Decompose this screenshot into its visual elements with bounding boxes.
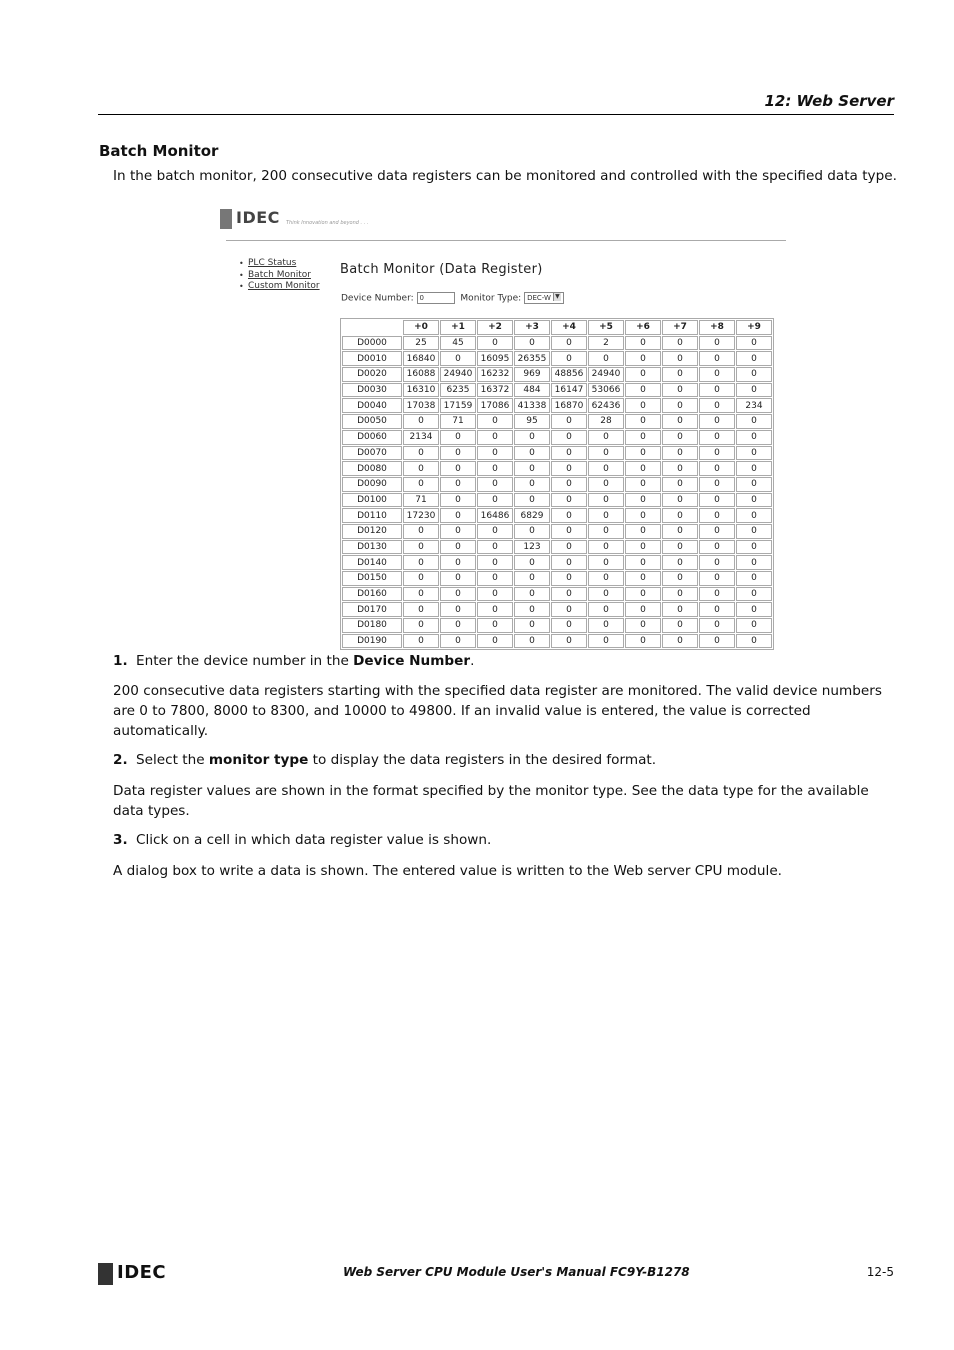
register-value-cell[interactable]: 0 xyxy=(551,540,587,555)
register-value-cell[interactable]: 0 xyxy=(403,555,439,570)
register-value-cell[interactable]: 0 xyxy=(403,461,439,476)
register-value-cell[interactable]: 41338 xyxy=(514,398,550,413)
register-label: D0130 xyxy=(342,540,402,555)
register-label: D0150 xyxy=(342,571,402,586)
register-value-cell[interactable]: 0 xyxy=(403,524,439,539)
register-value-cell[interactable]: 0 xyxy=(736,367,772,382)
register-value-cell[interactable]: 0 xyxy=(699,571,735,586)
register-value-cell[interactable]: 25 xyxy=(403,336,439,351)
register-value-cell[interactable]: 0 xyxy=(551,414,587,429)
monitor-type-value: DEC-W xyxy=(527,294,551,302)
page-number: 12-5 xyxy=(866,1265,894,1279)
register-value-cell[interactable]: 0 xyxy=(588,571,624,586)
register-value-cell[interactable]: 0 xyxy=(588,618,624,633)
register-value-cell[interactable]: 0 xyxy=(625,634,661,649)
register-value-cell[interactable]: 0 xyxy=(477,430,513,445)
register-value-cell[interactable]: 0 xyxy=(699,383,735,398)
register-value-cell[interactable]: 45 xyxy=(440,336,476,351)
register-value-cell[interactable]: 0 xyxy=(699,618,735,633)
step-2: 2. Select the monitor type to display the data registers in the desired format. xyxy=(113,752,657,768)
table-corner xyxy=(342,320,402,335)
register-value-cell[interactable]: 16486 xyxy=(477,508,513,523)
register-value-cell[interactable]: 0 xyxy=(662,618,698,633)
register-value-cell[interactable]: 123 xyxy=(514,540,550,555)
register-label: D0190 xyxy=(342,634,402,649)
register-value-cell[interactable]: 0 xyxy=(403,477,439,492)
nav-item-plc-status[interactable]: • PLC Status xyxy=(238,258,320,270)
register-value-cell[interactable]: 0 xyxy=(699,336,735,351)
register-value-cell[interactable]: 0 xyxy=(403,634,439,649)
register-label: D0020 xyxy=(342,367,402,382)
register-value-cell[interactable]: 24940 xyxy=(588,367,624,382)
register-value-cell[interactable]: 0 xyxy=(440,477,476,492)
register-value-cell[interactable]: 16147 xyxy=(551,383,587,398)
register-value-cell[interactable]: 0 xyxy=(736,508,772,523)
table-row xyxy=(342,461,772,476)
register-label: D0030 xyxy=(342,383,402,398)
register-value-cell[interactable]: 0 xyxy=(625,493,661,508)
register-value-cell[interactable]: 0 xyxy=(625,571,661,586)
register-value-cell[interactable]: 0 xyxy=(625,430,661,445)
register-value-cell[interactable]: 17230 xyxy=(403,508,439,523)
register-value-cell[interactable]: 0 xyxy=(514,634,550,649)
table-row xyxy=(342,446,772,461)
register-value-cell[interactable]: 0 xyxy=(662,414,698,429)
register-value-cell[interactable]: 0 xyxy=(625,351,661,366)
register-value-cell[interactable]: 0 xyxy=(662,634,698,649)
register-value-cell[interactable]: 0 xyxy=(440,446,476,461)
register-value-cell[interactable]: 0 xyxy=(551,336,587,351)
register-value-cell[interactable]: 0 xyxy=(736,493,772,508)
column-header: +9 xyxy=(736,320,772,335)
register-value-cell[interactable]: 0 xyxy=(551,587,587,602)
table-row xyxy=(342,634,772,649)
register-value-cell[interactable]: 0 xyxy=(403,540,439,555)
register-value-cell[interactable]: 0 xyxy=(736,587,772,602)
register-value-cell[interactable]: 0 xyxy=(477,587,513,602)
monitor-type-label: Monitor Type: xyxy=(460,293,522,304)
register-value-cell[interactable]: 2 xyxy=(588,336,624,351)
register-value-cell[interactable]: 0 xyxy=(514,461,550,476)
register-value-cell[interactable]: 0 xyxy=(514,555,550,570)
register-value-cell[interactable]: 0 xyxy=(440,351,476,366)
register-value-cell[interactable]: 0 xyxy=(662,446,698,461)
register-label: D0100 xyxy=(342,493,402,508)
step-3: 3. Click on a cell in which data register value is shown. xyxy=(113,832,492,848)
monitor-type-select[interactable] xyxy=(524,292,564,304)
register-value-cell[interactable]: 6829 xyxy=(514,508,550,523)
register-value-cell[interactable]: 0 xyxy=(736,634,772,649)
register-label: D0080 xyxy=(342,461,402,476)
register-value-cell[interactable]: 0 xyxy=(588,508,624,523)
register-value-cell[interactable]: 17159 xyxy=(440,398,476,413)
table-row xyxy=(342,383,772,398)
register-value-cell[interactable]: 48856 xyxy=(551,367,587,382)
register-value-cell[interactable]: 234 xyxy=(736,398,772,413)
register-value-cell[interactable]: 0 xyxy=(625,367,661,382)
column-header: +8 xyxy=(699,320,735,335)
register-value-cell[interactable]: 0 xyxy=(514,618,550,633)
register-value-cell[interactable]: 0 xyxy=(514,587,550,602)
register-value-cell[interactable]: 0 xyxy=(699,461,735,476)
column-header: +0 xyxy=(403,320,439,335)
register-value-cell[interactable]: 0 xyxy=(662,602,698,617)
column-header: +2 xyxy=(477,320,513,335)
register-value-cell[interactable]: 0 xyxy=(403,414,439,429)
column-header: +5 xyxy=(588,320,624,335)
device-number-input[interactable]: 0 xyxy=(417,292,455,304)
register-value-cell[interactable]: 0 xyxy=(551,430,587,445)
register-value-cell[interactable]: 0 xyxy=(699,508,735,523)
register-value-cell[interactable]: 0 xyxy=(625,414,661,429)
register-label: D0180 xyxy=(342,618,402,633)
table-row xyxy=(342,540,772,555)
register-value-cell[interactable]: 0 xyxy=(662,524,698,539)
logo-tagline: Think Innovation and beyond . . . xyxy=(286,220,369,226)
register-value-cell[interactable]: 0 xyxy=(662,398,698,413)
register-value-cell[interactable]: 0 xyxy=(514,430,550,445)
register-value-cell[interactable]: 0 xyxy=(699,634,735,649)
register-value-cell[interactable]: 16372 xyxy=(477,383,513,398)
register-value-cell[interactable]: 95 xyxy=(514,414,550,429)
register-value-cell[interactable]: 17038 xyxy=(403,398,439,413)
register-value-cell[interactable]: 0 xyxy=(736,571,772,586)
register-value-cell[interactable]: 0 xyxy=(662,367,698,382)
register-value-cell[interactable]: 0 xyxy=(477,555,513,570)
register-value-cell[interactable]: 0 xyxy=(662,336,698,351)
register-value-cell[interactable]: 0 xyxy=(588,446,624,461)
register-value-cell[interactable]: 62436 xyxy=(588,398,624,413)
column-header: +7 xyxy=(662,320,698,335)
register-value-cell[interactable]: 17086 xyxy=(477,398,513,413)
register-value-cell[interactable]: 0 xyxy=(662,493,698,508)
register-value-cell[interactable]: 0 xyxy=(662,461,698,476)
register-value-cell[interactable]: 53066 xyxy=(588,383,624,398)
register-value-cell[interactable]: 0 xyxy=(736,414,772,429)
register-label: D0160 xyxy=(342,587,402,602)
register-value-cell[interactable]: 0 xyxy=(477,634,513,649)
register-value-cell[interactable]: 0 xyxy=(736,446,772,461)
register-value-cell[interactable]: 0 xyxy=(514,493,550,508)
register-value-cell[interactable]: 0 xyxy=(551,508,587,523)
monitor-controls xyxy=(341,292,564,304)
register-value-cell[interactable]: 0 xyxy=(699,430,735,445)
register-label: D0170 xyxy=(342,602,402,617)
register-value-cell[interactable]: 0 xyxy=(625,618,661,633)
register-value-cell[interactable]: 71 xyxy=(440,414,476,429)
register-value-cell[interactable]: 0 xyxy=(625,524,661,539)
register-value-cell[interactable]: 0 xyxy=(625,508,661,523)
register-value-cell[interactable]: 0 xyxy=(588,524,624,539)
register-value-cell[interactable]: 0 xyxy=(699,540,735,555)
register-value-cell[interactable]: 0 xyxy=(514,336,550,351)
register-value-cell[interactable]: 0 xyxy=(551,555,587,570)
register-value-cell[interactable]: 0 xyxy=(736,351,772,366)
register-value-cell[interactable]: 0 xyxy=(699,555,735,570)
register-value-cell[interactable]: 0 xyxy=(736,524,772,539)
register-label: D0060 xyxy=(342,430,402,445)
register-value-cell[interactable]: 0 xyxy=(625,446,661,461)
register-value-cell[interactable]: 0 xyxy=(736,555,772,570)
device-number-label: Device Number: xyxy=(341,293,414,304)
batch-monitor-screenshot xyxy=(220,205,790,647)
register-value-cell[interactable]: 0 xyxy=(662,587,698,602)
register-value-cell[interactable]: 0 xyxy=(625,602,661,617)
table-row xyxy=(342,493,772,508)
footer-title: Web Server CPU Module User's Manual FC9Y-B1278 xyxy=(343,1265,690,1279)
table-row xyxy=(342,398,772,413)
register-value-cell[interactable]: 0 xyxy=(440,430,476,445)
register-value-cell[interactable]: 484 xyxy=(514,383,550,398)
register-value-cell[interactable]: 0 xyxy=(625,540,661,555)
register-value-cell[interactable]: 2134 xyxy=(403,430,439,445)
register-value-cell[interactable]: 0 xyxy=(440,524,476,539)
register-value-cell[interactable]: 0 xyxy=(514,477,550,492)
register-value-cell[interactable]: 0 xyxy=(403,602,439,617)
register-value-cell[interactable]: 0 xyxy=(662,430,698,445)
nav-item-custom-monitor[interactable]: • Custom Monitor xyxy=(238,281,320,293)
register-value-cell[interactable]: 0 xyxy=(477,493,513,508)
register-value-cell[interactable]: 0 xyxy=(477,540,513,555)
register-value-cell[interactable]: 0 xyxy=(477,446,513,461)
section-intro: In the batch monitor, 200 consecutive data registers can be monitored and controlled with the specified data type. xyxy=(113,168,897,184)
column-header: +6 xyxy=(625,320,661,335)
register-label: D0000 xyxy=(342,336,402,351)
register-value-cell[interactable]: 0 xyxy=(551,634,587,649)
table-row xyxy=(342,602,772,617)
register-value-cell[interactable]: 0 xyxy=(699,367,735,382)
register-value-cell[interactable]: 0 xyxy=(699,446,735,461)
register-value-cell[interactable]: 0 xyxy=(403,446,439,461)
register-value-cell[interactable]: 0 xyxy=(588,555,624,570)
screenshot-rule xyxy=(226,240,786,241)
register-value-cell[interactable]: 0 xyxy=(551,351,587,366)
table-row xyxy=(342,571,772,586)
register-value-cell[interactable]: 0 xyxy=(699,602,735,617)
table-row xyxy=(342,367,772,382)
register-label: D0070 xyxy=(342,446,402,461)
register-table xyxy=(340,318,774,650)
register-value-cell[interactable]: 0 xyxy=(588,587,624,602)
monitor-type-term: monitor type xyxy=(208,752,309,768)
register-value-cell[interactable]: 0 xyxy=(477,461,513,476)
register-value-cell[interactable]: 0 xyxy=(662,508,698,523)
register-value-cell[interactable]: 0 xyxy=(588,477,624,492)
register-value-cell[interactable]: 28 xyxy=(588,414,624,429)
register-value-cell[interactable]: 0 xyxy=(440,634,476,649)
register-value-cell[interactable]: 0 xyxy=(551,493,587,508)
register-value-cell[interactable]: 0 xyxy=(662,351,698,366)
register-value-cell[interactable]: 16870 xyxy=(551,398,587,413)
idec-logo: IDEC xyxy=(220,208,284,230)
device-number-term: Device Number xyxy=(353,653,471,669)
register-value-cell[interactable]: 0 xyxy=(477,477,513,492)
register-value-cell[interactable]: 0 xyxy=(588,540,624,555)
table-row xyxy=(342,618,772,633)
register-value-cell[interactable]: 0 xyxy=(477,414,513,429)
step-3-detail: A dialog box to write a data is shown. The entered value is written to the Web server CPU module. xyxy=(113,863,783,879)
column-header: +3 xyxy=(514,320,550,335)
register-value-cell[interactable]: 0 xyxy=(440,587,476,602)
screenshot-nav xyxy=(238,258,320,293)
chapter-header: 12: Web Server xyxy=(764,92,894,110)
register-value-cell[interactable]: 0 xyxy=(736,430,772,445)
register-value-cell[interactable]: 16232 xyxy=(477,367,513,382)
register-value-cell[interactable]: 0 xyxy=(440,618,476,633)
register-value-cell[interactable]: 0 xyxy=(699,493,735,508)
register-label: D0050 xyxy=(342,414,402,429)
register-value-cell[interactable]: 0 xyxy=(736,383,772,398)
register-value-cell[interactable]: 0 xyxy=(662,477,698,492)
step-2-detail: Data register values are shown in the format specified by the monitor type. See the data type for the available data types. xyxy=(113,783,869,819)
register-value-cell[interactable]: 0 xyxy=(625,383,661,398)
register-label: D0040 xyxy=(342,398,402,413)
register-value-cell[interactable]: 0 xyxy=(477,618,513,633)
register-value-cell[interactable]: 0 xyxy=(551,571,587,586)
register-value-cell[interactable]: 0 xyxy=(440,461,476,476)
register-value-cell[interactable]: 0 xyxy=(403,587,439,602)
register-value-cell[interactable]: 0 xyxy=(588,634,624,649)
step-1: 1. Enter the device number in the Device Number. xyxy=(113,653,475,669)
register-value-cell[interactable]: 0 xyxy=(625,461,661,476)
register-value-cell[interactable]: 0 xyxy=(662,383,698,398)
table-row xyxy=(342,524,772,539)
register-label: D0110 xyxy=(342,508,402,523)
screenshot-title: Batch Monitor (Data Register) xyxy=(340,262,543,277)
register-value-cell[interactable]: 16840 xyxy=(403,351,439,366)
register-value-cell[interactable]: 0 xyxy=(440,555,476,570)
register-value-cell[interactable]: 0 xyxy=(551,477,587,492)
register-value-cell[interactable]: 0 xyxy=(736,602,772,617)
table-row xyxy=(342,555,772,570)
register-value-cell[interactable]: 0 xyxy=(662,540,698,555)
register-value-cell[interactable]: 71 xyxy=(403,493,439,508)
register-value-cell[interactable]: 0 xyxy=(440,602,476,617)
register-value-cell[interactable]: 16095 xyxy=(477,351,513,366)
register-value-cell[interactable]: 0 xyxy=(551,618,587,633)
register-value-cell[interactable]: 0 xyxy=(625,587,661,602)
register-label: D0120 xyxy=(342,524,402,539)
register-value-cell[interactable]: 0 xyxy=(403,618,439,633)
register-value-cell[interactable]: 0 xyxy=(736,461,772,476)
table-row xyxy=(342,508,772,523)
table-row xyxy=(342,430,772,445)
register-label: D0140 xyxy=(342,555,402,570)
register-value-cell[interactable]: 0 xyxy=(477,571,513,586)
register-value-cell[interactable]: 0 xyxy=(736,618,772,633)
register-value-cell[interactable]: 0 xyxy=(440,571,476,586)
register-value-cell[interactable]: 16310 xyxy=(403,383,439,398)
register-value-cell[interactable]: 0 xyxy=(440,540,476,555)
header-rule xyxy=(98,114,894,115)
column-header: +4 xyxy=(551,320,587,335)
register-value-cell[interactable]: 0 xyxy=(403,571,439,586)
table-row xyxy=(342,351,772,366)
register-value-cell[interactable]: 0 xyxy=(699,477,735,492)
register-value-cell[interactable]: 0 xyxy=(662,571,698,586)
table-row xyxy=(342,587,772,602)
register-value-cell[interactable]: 0 xyxy=(736,336,772,351)
register-label: D0010 xyxy=(342,351,402,366)
register-value-cell[interactable]: 26355 xyxy=(514,351,550,366)
register-value-cell[interactable]: 0 xyxy=(514,524,550,539)
register-value-cell[interactable]: 0 xyxy=(736,477,772,492)
register-value-cell[interactable]: 0 xyxy=(588,602,624,617)
table-row xyxy=(342,336,772,351)
register-value-cell[interactable]: 0 xyxy=(440,493,476,508)
register-value-cell[interactable]: 0 xyxy=(477,336,513,351)
register-value-cell[interactable]: 0 xyxy=(551,524,587,539)
register-value-cell[interactable]: 0 xyxy=(551,461,587,476)
register-value-cell[interactable]: 0 xyxy=(588,430,624,445)
table-header-row xyxy=(342,320,772,335)
register-value-cell[interactable]: 0 xyxy=(514,446,550,461)
register-value-cell[interactable]: 0 xyxy=(699,587,735,602)
register-value-cell[interactable]: 0 xyxy=(625,336,661,351)
register-value-cell[interactable]: 0 xyxy=(625,398,661,413)
register-value-cell[interactable]: 0 xyxy=(477,602,513,617)
register-value-cell[interactable]: 0 xyxy=(477,524,513,539)
register-value-cell[interactable]: 0 xyxy=(662,555,698,570)
register-value-cell[interactable]: 969 xyxy=(514,367,550,382)
register-value-cell[interactable]: 0 xyxy=(551,446,587,461)
register-value-cell[interactable]: 0 xyxy=(699,414,735,429)
register-value-cell[interactable]: 0 xyxy=(625,555,661,570)
register-value-cell[interactable]: 0 xyxy=(588,493,624,508)
register-value-cell[interactable]: 16088 xyxy=(403,367,439,382)
nav-item-batch-monitor[interactable]: • Batch Monitor xyxy=(238,270,320,282)
register-value-cell[interactable]: 24940 xyxy=(440,367,476,382)
register-value-cell[interactable]: 6235 xyxy=(440,383,476,398)
section-title: Batch Monitor xyxy=(99,142,219,160)
register-value-cell[interactable]: 0 xyxy=(551,602,587,617)
step-1-detail: 200 consecutive data registers starting with the specified data register are monitored. The valid device numbers are 0 to 7800, 8000 to 8300, and 10000 to 49800. If an invalid value is entered, the value is corrected automatically. xyxy=(113,683,882,739)
register-value-cell[interactable]: 0 xyxy=(514,602,550,617)
table-row xyxy=(342,414,772,429)
register-value-cell[interactable]: 0 xyxy=(736,540,772,555)
column-header: +1 xyxy=(440,320,476,335)
register-value-cell[interactable]: 0 xyxy=(440,508,476,523)
register-value-cell[interactable]: 0 xyxy=(588,351,624,366)
footer-logo: IDEC xyxy=(98,1263,170,1285)
register-value-cell[interactable]: 0 xyxy=(699,398,735,413)
register-value-cell[interactable]: 0 xyxy=(699,524,735,539)
register-value-cell[interactable]: 0 xyxy=(699,351,735,366)
register-value-cell[interactable]: 0 xyxy=(514,571,550,586)
register-value-cell[interactable]: 0 xyxy=(588,461,624,476)
register-label: D0090 xyxy=(342,477,402,492)
table-row xyxy=(342,477,772,492)
chevron-down-icon: ▼ xyxy=(553,293,561,301)
register-value-cell[interactable]: 0 xyxy=(625,477,661,492)
